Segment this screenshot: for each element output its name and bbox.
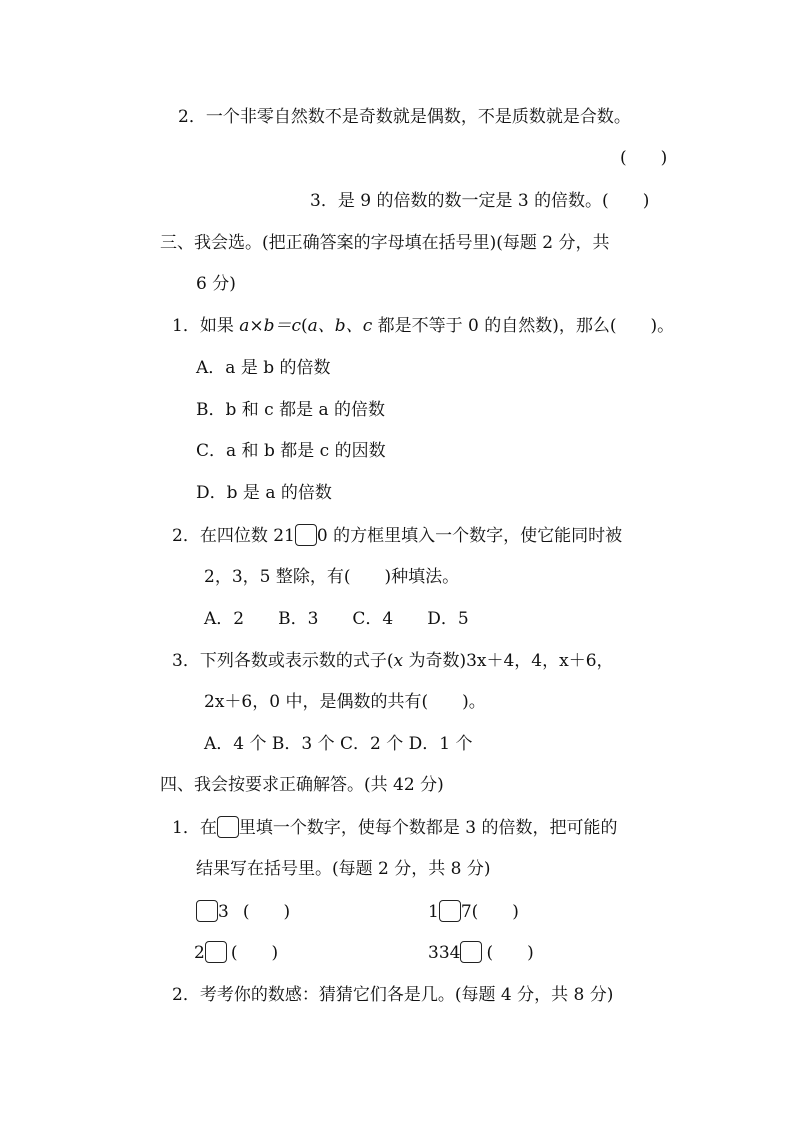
s3-q3-var: x xyxy=(393,651,404,671)
answer-paren: ( ) xyxy=(471,902,519,922)
s3-q3-stem-c: x＋4，4， xyxy=(476,651,560,671)
fill-in-box xyxy=(439,900,461,922)
judge-q2-text: 2．一个非零自然数不是奇数就是偶数，不是质数就是合数。 xyxy=(178,107,631,127)
fill-in-box xyxy=(205,941,227,963)
s3-q1-stem-post: 都是不等于 0 的自然数)，那么( )。 xyxy=(372,316,675,336)
item-prefix: 334 xyxy=(428,943,461,963)
item-suffix: 3 xyxy=(218,902,229,922)
s3-q2-stem-line2: 2，3，5 整除，有( )种填法。 xyxy=(204,567,460,587)
answer-paren: ( ) xyxy=(242,902,291,922)
judge-q2-answer-paren: ( ) xyxy=(620,148,668,168)
s3-q3-stem-line2 xyxy=(204,690,486,714)
judge-q3-text: 3．是 9 的倍数的数一定是 3 的倍数。( ) xyxy=(310,191,650,211)
item-prefix: 2 xyxy=(194,943,205,963)
s4-q1-stem-b: 里填一个数字，使每个数都是 3 的倍数，把可能的 xyxy=(238,818,618,838)
fill-in-box xyxy=(460,941,482,963)
s3-q2-stem xyxy=(172,524,622,548)
item-suffix: 7 xyxy=(460,902,472,922)
s4-q1-item-3 xyxy=(194,941,278,965)
s3-q2-stem-b: 0 的方框里填入一个数字，使它能同时被 xyxy=(316,526,623,546)
s4-q1-item-1 xyxy=(196,900,290,924)
s3-q3-line2-b: x＋6，0 中，是偶数的共有( )。 xyxy=(214,692,486,712)
s3-q1-option-c: C．a 和 b 都是 c 的因数 xyxy=(196,441,386,461)
fill-in-box xyxy=(217,816,239,838)
item-prefix: 1 xyxy=(428,902,439,922)
s3-q3-stem-b: 为奇数)3 xyxy=(403,651,477,671)
answer-paren: ( ) xyxy=(230,943,279,963)
s4-q1-stem-line2: 结果写在括号里。(每题 2 分，共 8 分) xyxy=(196,859,491,879)
answer-paren: ( ) xyxy=(486,943,534,963)
s4-q2-text: 2．考考你的数感：猜猜它们各是几。(每题 4 分，共 8 分) xyxy=(172,985,614,1005)
s3-q1-formula: a×b＝c xyxy=(239,316,302,336)
s3-q3-stem-d: x＋6， xyxy=(559,651,614,671)
s3-q2-options: A．2 B．3 C．4 D．5 xyxy=(204,609,469,629)
s3-q1-option-d: D．b 是 a 的倍数 xyxy=(196,483,332,503)
fill-in-box xyxy=(196,900,218,922)
s3-q1-stem-pre: 1．如果 xyxy=(172,316,240,336)
s3-q3-line2-a: 2 xyxy=(204,692,215,712)
section3-heading-cont: 6 分) xyxy=(196,274,236,294)
section4-heading: 四、我会按要求正确解答。(共 42 分) xyxy=(160,775,444,795)
section3-heading: 三、我会选。(把正确答案的字母填在括号里)(每题 2 分，共 xyxy=(160,233,610,253)
s3-q2-stem-a: 2．在四位数 21 xyxy=(172,526,295,546)
s4-q1-item-2 xyxy=(428,900,519,924)
s3-q1-option-b: B．b 和 c 都是 a 的倍数 xyxy=(196,400,386,420)
s3-q3-stem-a: 3．下列各数或表示数的式子( xyxy=(172,651,394,671)
s3-q1-option-a: A．a 是 b 的倍数 xyxy=(196,358,331,378)
fill-in-box xyxy=(295,524,317,546)
s3-q3-options: A．4 个 B．3 个 C．2 个 D．1 个 xyxy=(204,734,473,754)
s4-q1-item-4 xyxy=(428,941,534,965)
s3-q1-paren-open: ( xyxy=(301,316,308,336)
s3-q1-vars: a、b、c xyxy=(307,316,373,336)
s4-q1-stem-a: 1．在 xyxy=(172,818,217,838)
s3-q3-stem xyxy=(172,649,614,673)
s4-q1-stem xyxy=(172,816,617,840)
s3-q1-stem xyxy=(172,314,674,338)
